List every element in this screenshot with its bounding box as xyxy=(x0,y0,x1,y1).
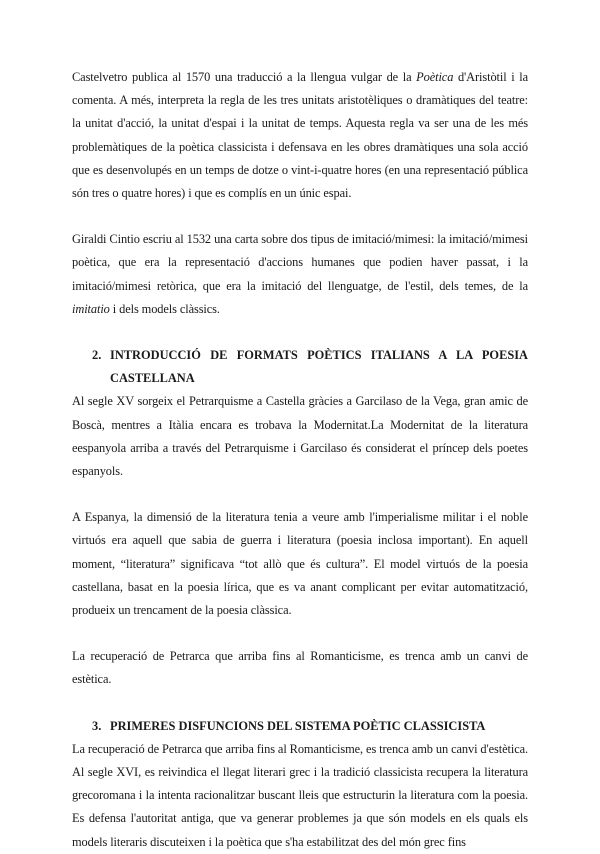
paragraph-gap xyxy=(72,622,528,645)
paragraph-giraldi-text-b: i dels models clàssics. xyxy=(109,301,220,316)
paragraph-castelvetro-text-b: d'Aristòtil i la comenta. A més, interpreta la regla de les tres unitats aristotèliques o dramàtiques del teatre: la unitat d'acció, la unitat d'espai i la unitat de temps. Aquesta regla va ser una de les més problemàtiques de la poètica classicista i defensava en les obres dramàtiques una sola acció que es desenvolupés en un temps de dotze o vint-i-quatre hores (en una representació pública són tres o quatre hores) i que es complís en un únic espai. xyxy=(72,70,528,201)
paragraph-gap xyxy=(72,321,528,344)
paragraph-castelvetro xyxy=(72,66,528,205)
section-title: PRIMERES DISFUNCIONS DEL SISTEMA POÈTIC CLASSICISTA xyxy=(110,718,486,733)
paragraph-petrarquisme: Al segle XV sorgeix el Petrarquisme a Castella gràcies a Garcilaso de la Vega, gran amic de Boscà, mentres a Itàlia encara es trobava la Modernitat.La Modernitat de la literatura eespanyola arriba a través del Petrarquisme i Garcilaso és considerat el príncep dels poetes espanyols. xyxy=(72,394,528,479)
paragraph-giraldi-text-a: Giraldi Cintio escriu al 1532 una carta sobre dos tipus de imitació/mimesi: la imitació/mimesi poètica, que era la representació d'accions humanes que podien haver passat, i la imitació/mimesi retòrica, que era la imitació del llenguatge, de l'estil, dels temes, de la xyxy=(72,232,528,293)
section-number: 3. xyxy=(92,718,102,733)
paragraph-castelvetro-text-a: Castelvetro publica al 1570 una traducció a la llengua vulgar de la xyxy=(72,70,417,84)
section-number: 2. xyxy=(92,348,102,363)
section-heading-3 xyxy=(72,715,528,738)
paragraph-gap xyxy=(72,692,528,715)
paragraph-recuperacio: La recuperació de Petrarca que arriba fins al Romanticisme, es trenca amb un canvi de estètica. xyxy=(72,649,528,687)
document-page xyxy=(72,66,528,854)
paragraph-segle-xvi: La recuperació de Petrarca que arriba fins al Romanticisme, es trenca amb un canvi d'estètica. Al segle XVI, es reivindica el llegat literari grec i la tradició classicista recupera la literatura grecoromana i la intenta racionalitzar buscant lleis que estructurin la literatura com la poesia. Es defensa l'autoritat antiga, que va generar problemes ja que són models en els quals els models literaris discuteixen i la poètica que s'ha estabilitzat des del món grec fins xyxy=(72,741,528,849)
paragraph-gap xyxy=(72,205,528,228)
paragraph-gap xyxy=(72,483,528,506)
section-heading-2 xyxy=(72,344,528,390)
paragraph-giraldi xyxy=(72,228,528,321)
section-title: INTRODUCCIÓ DE FORMATS POÈTICS ITALIANS A LA POESIA CASTELLANA xyxy=(110,348,528,386)
imitatio-italic: imitatio xyxy=(72,301,110,316)
poetica-italic: Poètica xyxy=(416,70,454,84)
paragraph-espanya: A Espanya, la dimensió de la literatura tenia a veure amb l'imperialisme militar i el noble virtuós era aquell que sabia de guerra i literatura (poesia inclosa important). En aquell moment, “literatura” significava “tot allò que és cultura”. El model virtuós de la poesia castellana, basat en la poesia lírica, que es va anant complicant per evitar automatització, produeix un trencament de la poesia clàssica. xyxy=(72,510,528,618)
